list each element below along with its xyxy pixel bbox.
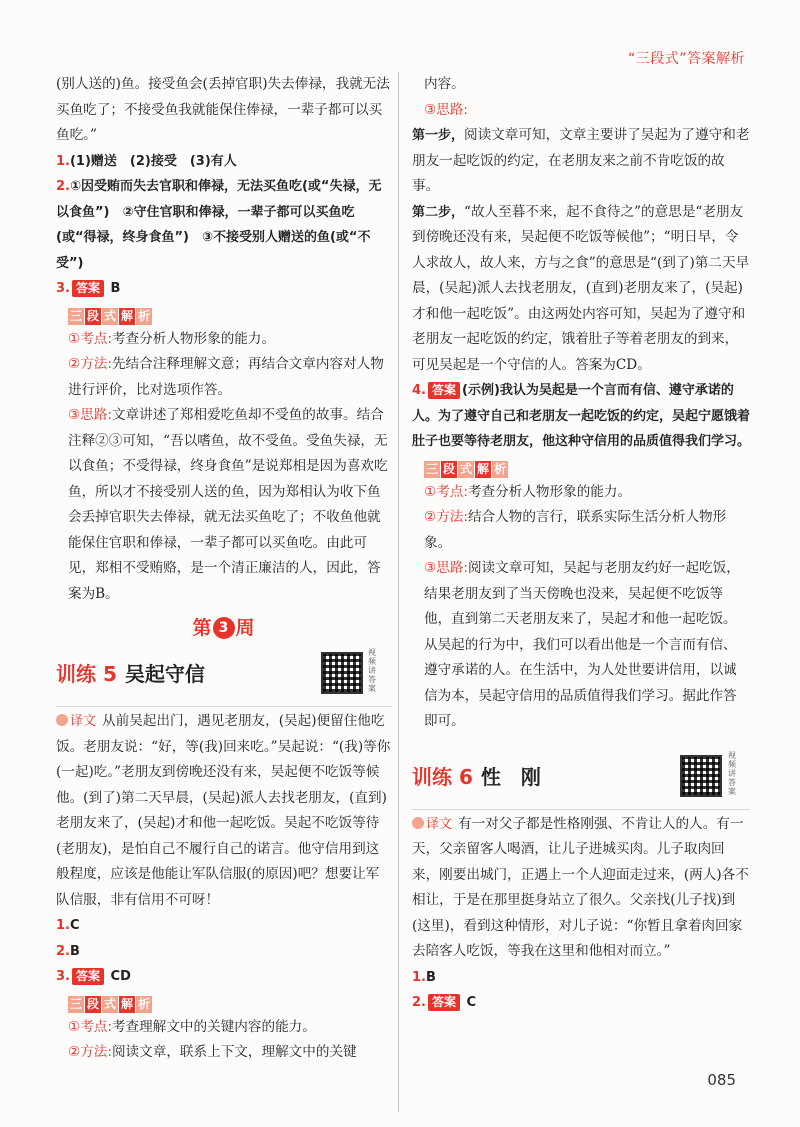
sanduan-char: 三 bbox=[426, 461, 439, 476]
fangfa-text: 结合人物的言行，联系实际生活分析人物形象。 bbox=[424, 509, 727, 551]
sanduan-char: 式 bbox=[104, 308, 117, 323]
point-kaodian: ①考点:考查分析人物形象的能力。 bbox=[424, 483, 632, 500]
kaodian-label: 考点: bbox=[80, 330, 112, 347]
answer-num: 2. bbox=[56, 943, 70, 959]
answer-tag: 答案 bbox=[428, 994, 460, 1011]
silu-label: 思路: bbox=[80, 407, 112, 423]
sanduan-char: 段 bbox=[443, 461, 456, 476]
answer-b1 bbox=[56, 913, 391, 939]
answer-text: CD bbox=[110, 969, 131, 984]
sanduan-char: 析 bbox=[138, 996, 151, 1011]
answer-tag: 答案 bbox=[72, 280, 104, 297]
point-fangfa: ②方法:结合人物的言行，联系实际生活分析人物形象。 bbox=[424, 509, 727, 551]
point-silu: ③思路:文章讲述了郑相爱吃鱼却不受鱼的故事。结合注释②③可知，“吾以嗜鱼，故不受鱼。受鱼失禄，无以食鱼；不受得禄，终身食鱼”是说郑相是因为喜欢吃鱼，所以才不接受别人送的鱼，因为郑相认为收下鱼会丢掉官职失去俸禄，就无法买鱼吃了；不收鱼他就能保住官职和俸禄，一辈子都可以买鱼吃。由此可见，郑相不受贿赂，是一个清正廉洁的人，因此，答案为B。 bbox=[68, 407, 388, 602]
point-silu: ③思路: bbox=[424, 101, 468, 118]
silu-text: 阅读文章可知，吴起与老朋友约好一起吃饭，结果老朋友到了当天傍晚也没来，吴起便不吃饭等他，直到第二天老朋友来了，吴起才和他一起吃饭。从吴起的行为中，我们可以看出他是一个言而有信、遵守承诺的人。在生活中，为人处世要讲信用，以诚信为本，吴起守信用的品质值得我们学习。据此作答即可。 bbox=[424, 560, 740, 729]
sanduan-char: 解 bbox=[121, 308, 134, 323]
step-1 bbox=[412, 123, 750, 200]
yiwen-label: 译文 bbox=[70, 714, 97, 729]
week-heading bbox=[56, 613, 391, 640]
training-title: 性 刚 bbox=[480, 764, 541, 789]
kaodian-text: 考查理解文中的关键内容的能力。 bbox=[111, 1018, 316, 1035]
qr-code-icon[interactable] bbox=[680, 755, 722, 797]
training-title: 吴起守信 bbox=[124, 662, 205, 686]
silu-label: 思路: bbox=[436, 101, 468, 118]
step-2-label: 第二步， bbox=[412, 204, 465, 220]
sanduan-char: 段 bbox=[87, 996, 100, 1011]
point-fangfa: ②方法:阅读文章，联系上下文，理解文中的关键 bbox=[68, 1044, 357, 1060]
page-number: 085 bbox=[707, 1071, 736, 1089]
week-post: 周 bbox=[235, 617, 255, 639]
fangfa-label: 方法: bbox=[80, 356, 112, 372]
silu-text: 文章讲述了郑相爱吃鱼却不受鱼的故事。结合注释②③可知，“吾以嗜鱼，故不受鱼。受鱼失禄，无以食鱼；不受得禄，终身食鱼”是说郑相是因为喜欢吃鱼，所以才不接受别人送的鱼，因为郑相认为收下鱼会丢掉官职失去俸禄，就无法买鱼吃了；不收鱼他就能保住官职和俸禄，一辈子都可以买鱼吃。由此可见，郑相不受贿赂，是一个清正廉洁的人，因此，答案为B。 bbox=[68, 407, 388, 602]
kaodian-label: 考点: bbox=[436, 483, 468, 500]
yiwen-badge bbox=[412, 812, 452, 838]
silu-label: 思路: bbox=[436, 560, 468, 576]
answer-1-num: 1. bbox=[56, 153, 70, 169]
answer-text: C bbox=[69, 918, 80, 933]
sanduan-char: 析 bbox=[138, 308, 151, 323]
fangfa-text: 阅读文章，联系上下文，理解文中的关键 bbox=[111, 1044, 357, 1060]
step-2-text: “故人至暮不来，起不食待之”的意思是“老朋友到傍晚还没有来，吴起便不吃饭等候他”；“明日早，令人求故人，故人来，方与之食”的意思是“(到了)第二天早晨，(吴起)派人去找老朋友，(直到)老朋友来了，(吴起)才和他一起吃饭”。由这两处内容可知，吴起为了遵守和老朋友一起吃饭的约定，饿着肚子等着老朋友的到来，可见吴起是一个守信的人。答案为CD。 bbox=[412, 203, 750, 373]
answer-3-num: 3. bbox=[56, 281, 70, 296]
answer-c2 bbox=[412, 990, 750, 1016]
answer-text: C bbox=[466, 995, 477, 1010]
answer-1 bbox=[56, 149, 391, 175]
qr-code-icon[interactable] bbox=[321, 652, 363, 694]
kaodian-text: 考查分析人物形象的能力。 bbox=[111, 330, 276, 347]
answer-text: (示例)我认为吴起是一个言而有信、遵守承诺的人。为了遵守自己和老朋友一起吃饭的约定，吴起宁愿饿着肚子也要等待老朋友，他这种守信用的品质值得我们学习。 bbox=[412, 383, 751, 449]
continued-text: 内容。 bbox=[424, 76, 465, 92]
sanduan-char: 式 bbox=[104, 996, 117, 1011]
yiwen-icon bbox=[412, 817, 424, 829]
answer-2 bbox=[56, 174, 391, 276]
fangfa-text: 先结合注释理解文意；再结合文章内容对人物进行评价，比对选项作答。 bbox=[68, 356, 384, 398]
divider bbox=[412, 809, 750, 810]
intro-text: (别人送的)鱼。接受鱼会(丢掉官职)失去俸禄，我就无法买鱼吃了；不接受鱼我就能保住俸禄，一辈子都可以买鱼吃。” bbox=[56, 76, 390, 143]
sanduan-char: 解 bbox=[121, 996, 134, 1011]
sanduan-badge bbox=[68, 993, 153, 1013]
answer-num: 2. bbox=[412, 995, 426, 1010]
answer-3-text: B bbox=[110, 281, 121, 296]
point-fangfa: ②方法:先结合注释理解文意；再结合文章内容对人物进行评价，比对选项作答。 bbox=[68, 356, 384, 398]
kaodian-label: 考点: bbox=[80, 1018, 112, 1035]
point-silu: ③思路:阅读文章可知，吴起与老朋友约好一起吃饭，结果老朋友到了当天傍晚也没来，吴起便不吃饭等他，直到第二天老朋友来了，吴起才和他一起吃饭。从吴起的行为中，我们可以看出他是一个言而有信、遵守承诺的人。在生活中，为人处世要讲信用，以诚信为本，吴起守信用的品质值得我们学习。据此作答即可。 bbox=[424, 560, 740, 729]
answer-text: B bbox=[69, 943, 80, 959]
training-label: 训练 6 bbox=[412, 764, 473, 789]
yiwen-badge bbox=[56, 709, 96, 735]
week-pre: 第 bbox=[192, 617, 212, 639]
fangfa-label: 方法: bbox=[436, 509, 468, 525]
week-number: 3 bbox=[213, 617, 235, 639]
qr-caption: 视频讲答案 bbox=[728, 750, 736, 796]
page-header: “三段式”答案解析 bbox=[627, 51, 745, 67]
training-5-header bbox=[56, 644, 391, 704]
yiwen-paragraph bbox=[56, 709, 391, 913]
sanduan-char: 三 bbox=[70, 996, 83, 1011]
answer-num: 1. bbox=[56, 918, 70, 933]
answer-4 bbox=[412, 378, 750, 455]
step-1-text: 阅读文章可知，文章主要讲了吴起为了遵守和老朋友一起吃饭的约定，在老朋友来之前不肯吃饭的故事。 bbox=[412, 127, 750, 194]
answer-num: 4. bbox=[412, 383, 426, 398]
training-6-header bbox=[412, 747, 750, 807]
yiwen-text: 从前吴起出门，遇见老朋友，(吴起)便留住他吃饭。老朋友说：“好，等(我)回来吃。”吴起说：“(我)等你(一起)吃。”老朋友到傍晚还没有来，吴起便不吃饭等候他。(到了)第二天早晨，(吴起)派人去找老朋友，(直到)老朋友来了，(吴起)才和他一起吃饭。吴起不吃饭等待(老朋友)，是怕自己不履行自己的诺言。他守信用到这般程度，应该是他能让军队信服(的原因)吧？想要让军队信服，非有信用不可呀！ bbox=[56, 713, 391, 908]
sanduan-char: 段 bbox=[87, 308, 100, 323]
answer-2-num: 2. bbox=[56, 179, 70, 194]
sanduan-char: 析 bbox=[494, 461, 507, 476]
column-divider bbox=[398, 72, 399, 1112]
answer-tag: 答案 bbox=[72, 968, 104, 985]
right-column bbox=[412, 72, 750, 1016]
yiwen-text: 有一对父子都是性格刚强、不肯让人的人。有一天，父亲留客人喝酒，让儿子进城买肉。儿子取肉回来，刚要出城门，正遇上一个人迎面走过来，(两人)各不相让，于是在那里挺身站立了很久。父亲找(儿子找)到(这里)，看到这种情形，对儿子说：“你暂且拿着肉回家去陪客人吃饭，等我在这里和他相对而立。” bbox=[412, 815, 749, 959]
training-label: 训练 5 bbox=[56, 662, 117, 686]
answer-2-text: ①因受贿而失去官职和俸禄，无法买鱼吃(或“失禄，无以食鱼”) ②守住官职和俸禄，一辈子都可以买鱼吃(或“得禄，终身食鱼”) ③不接受别人赠送的鱼(或“不受”) bbox=[56, 179, 382, 271]
answer-c1 bbox=[412, 965, 750, 991]
answer-b2 bbox=[56, 939, 391, 965]
sanduan-char: 式 bbox=[460, 461, 473, 476]
kaodian-text: 考查分析人物形象的能力。 bbox=[467, 483, 632, 500]
sanduan-badge bbox=[68, 305, 153, 325]
yiwen-paragraph bbox=[412, 812, 750, 965]
answer-text: B bbox=[425, 969, 436, 985]
answer-tag: 答案 bbox=[428, 382, 460, 399]
step-2 bbox=[412, 200, 750, 379]
point-kaodian: ①考点:考查分析人物形象的能力。 bbox=[68, 330, 276, 347]
sanduan-char: 三 bbox=[70, 308, 83, 323]
yiwen-icon bbox=[56, 714, 68, 726]
qr-caption: 视频讲答案 bbox=[368, 648, 376, 693]
left-column bbox=[56, 72, 391, 1066]
yiwen-label: 译文 bbox=[426, 816, 453, 832]
point-kaodian: ①考点:考查理解文中的关键内容的能力。 bbox=[68, 1018, 316, 1035]
answer-3 bbox=[56, 276, 391, 302]
divider bbox=[56, 706, 391, 707]
fangfa-label: 方法: bbox=[80, 1044, 112, 1060]
step-1-label: 第一步， bbox=[412, 128, 465, 143]
sanduan-char: 解 bbox=[477, 461, 490, 476]
answer-1-text: (1)赠送 (2)接受 (3)有人 bbox=[69, 153, 237, 169]
answer-num: 3. bbox=[56, 969, 70, 984]
answer-num: 1. bbox=[412, 969, 426, 985]
sanduan-badge bbox=[424, 458, 509, 478]
answer-b3 bbox=[56, 964, 391, 990]
